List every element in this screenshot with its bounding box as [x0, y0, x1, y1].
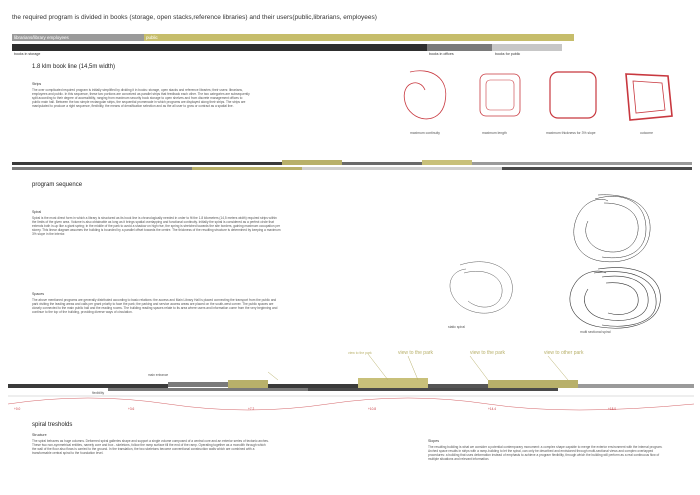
shape-caption-1: maximum continuity	[410, 131, 440, 135]
svg-text:+14.4: +14.4	[488, 407, 497, 411]
svg-text:+7.2: +7.2	[248, 407, 255, 411]
shape-max-length	[480, 74, 520, 116]
structure-title: Structure	[32, 433, 47, 437]
structure-text: The spiral behaves as huge columns. Deformed spiral galleries shape and support a single volume composed of a central core and an exterior series of tectonic arches. These two non-symmetrical entities, namely core and box - skeletons, follow the ramp surface till the end of the ramp. Operating together as a monolith through which the wall of the floor also flows is carried to the ground. In the translation, the two skeletons become conventional construction walls which are combined with a transformable central spiral to the foundation level.	[32, 439, 269, 455]
shape-outcome	[626, 74, 672, 120]
offices-bar	[427, 44, 492, 51]
multi-sectional-spiral	[570, 268, 661, 329]
spaces-title: Spaces	[32, 292, 44, 296]
storage-bar-label: books in storage	[14, 52, 41, 56]
strips-title: Strips	[32, 82, 42, 86]
svg-text:+0.0: +0.0	[14, 407, 21, 411]
public-bar	[144, 34, 574, 41]
strips-text: The over complicated required program is initially simplified by dividing it in books: storage, open stacks and reference libraries; their users: librarians, employees and public. In this sequence, these two portions are conceived as parallel strips that feedback each other. The two categories are subsequently split according to their degree of accessibility, ranging from maximum security book storage to open shelves and from discrete management offices to public main hall. Between the two simple rectangular strips, the sequential promenade in which programs are displayed along their strips. The strips are manipulated to produce a right sequence, flexibility, the means of densification selection and as the all user to grow or contract as a spatial line.	[32, 88, 250, 108]
public-books-bar	[492, 44, 562, 51]
section-label-flexibility: flexibility	[92, 391, 105, 395]
users-bar	[12, 34, 144, 41]
spaces-text: The above mentioned programs are generally distributed according to basic relations: the access and Main Library Hall is placed connecting the transport from the public and park visiting the leading areas and calls per grant priority to face the park; the parking and service access areas are placed on the south-west corner. The public spaces are closely connected to the main public hall and the reading rooms. The building reading spaces relate to its area where users and information come from the very beginning and continue to the top of the building, providing diverse ways of circulation.	[32, 298, 278, 314]
spiral-drawings	[430, 185, 690, 335]
view-label-3: view to the park	[470, 350, 506, 356]
shape-caption-4: outcome	[640, 131, 654, 135]
long-section	[8, 344, 694, 414]
divided-strip	[12, 158, 692, 178]
view-label-2: view to the park	[398, 350, 434, 356]
view-label-1: view to the park	[348, 351, 372, 355]
static-spiral-plan	[574, 195, 650, 262]
svg-text:+3.6: +3.6	[128, 407, 135, 411]
public-books-bar-label: books for public	[495, 52, 521, 56]
page-title: the required program is divided in books (storage, open stacks,reference libraries) and their users(public,librarians, employees)	[12, 14, 377, 21]
slopes-text: The resulting building is what we consider a potential contemporary monument: a complex shape capable to merge the exterior environment with the internal program. Arched space results in strips with a ramp-building to let the spiral, can only be described and envisioned through multi-sectional views and complex overlapped procedures: a building that uses deformation instead of emphasis to achieve a program flexibility, through which the building will perform as a real continuous flow of multiple situations and relevant information.	[428, 445, 663, 461]
spiral-text: Spiral is the most direct form in which a library is structured as its book line is chronologically needed in order to fit the 1.8 kilometers (14,5 meters width) required strips within the limits of the given area. Volume is also obtainable as long as it brings spatial overlapping and functional continuity. Initially the spiral is considered as a perfect circle that extends both in-up like a giant spring; in the middle of the park to avoid a shadow on high rise, the spring is stretched towards the site borders, gaining maximum occupation per storey. This linear diagram assumes the building is bounded by a parallel offset towards the centre. The thickness of the resulting structure is determined by keeping a maximum 3% slope in the interior.	[32, 216, 281, 236]
shape-caption-3: maximum thickness for 3% slope	[546, 131, 596, 135]
shape-caption-2: maximum length	[482, 131, 507, 135]
users-bar-label: librarians/library employees	[14, 35, 69, 40]
bookline-shapes	[390, 62, 690, 142]
static-spiral	[450, 262, 512, 313]
multi-spiral-caption: multi sectional spiral	[580, 330, 611, 334]
svg-text:+10.8: +10.8	[368, 407, 377, 411]
offices-bar-label: books in offices	[429, 52, 454, 56]
svg-text:+18.0: +18.0	[608, 407, 617, 411]
shape-max-continuity	[404, 71, 446, 119]
thresholds-heading: spiral tresholds	[32, 422, 73, 428]
view-label-4: view to other park	[544, 350, 584, 356]
section-label-entrance: main entrance	[148, 373, 169, 377]
sequence-heading: program sequence	[32, 182, 83, 188]
program-bars	[12, 34, 592, 60]
bookline-heading: 1.8 klm book line (14,5m width)	[32, 64, 116, 70]
slopes-title: Slopes	[428, 439, 439, 443]
public-bar-label: public	[146, 35, 158, 40]
storage-bar	[12, 44, 427, 51]
static-spiral-caption: static spiral	[448, 325, 465, 329]
shape-max-thickness	[550, 72, 596, 118]
spiral-title: Spiral	[32, 210, 42, 214]
